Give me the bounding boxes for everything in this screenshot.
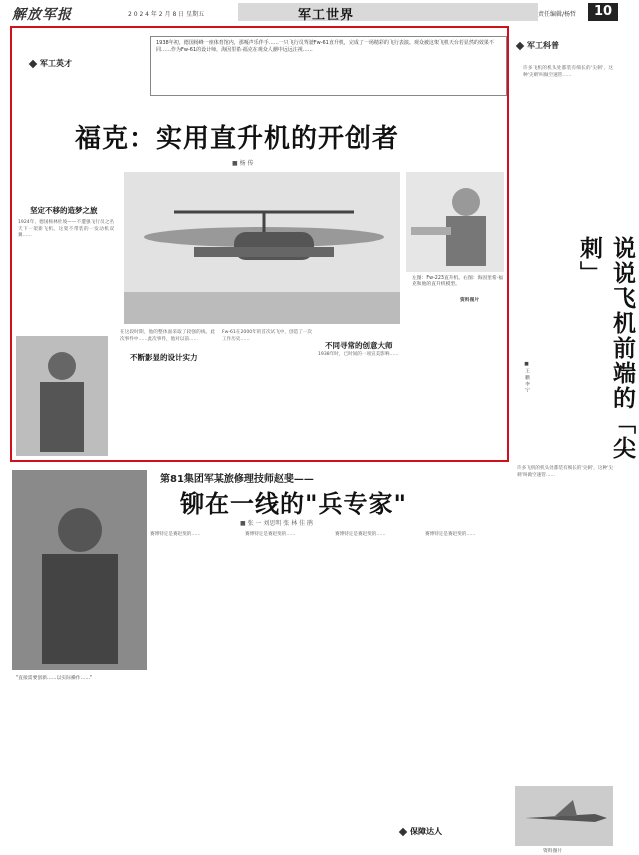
diamond-icon xyxy=(29,59,37,67)
feature-col-1: 1924年，德国杨林杜坡——不遭强飞行员之名天下一架新飞机。这架不带装的一发动机双翼…… xyxy=(18,220,114,239)
lower-col-2: 赛博特定是赛赵斐的…… xyxy=(245,532,296,537)
feature-subhead-3: 不同寻常的创意大师 xyxy=(325,341,393,350)
technician-illustration xyxy=(12,470,147,670)
editor-credit: 责任编辑/杨哲 xyxy=(538,11,577,18)
feature-byline: ■ 杨 传 xyxy=(232,160,254,167)
issue-date: 2 0 2 4 年 2 月 8 日 星期五 xyxy=(128,11,205,18)
right-column-byline: ■ 王 鹏 李 宁 xyxy=(524,362,529,393)
right-column-intro: 许多飞机的机头处都装有细长的'尖刺'，这种'尖刺'叫做空速管…… xyxy=(523,66,613,78)
photo-credit: 资料图片 xyxy=(460,298,480,303)
technician-photo-caption: "直接需要创新……以实际操作……" xyxy=(16,676,93,681)
helicopter-illustration xyxy=(124,172,400,324)
feature-col-4: 1938年时，已时间的一项宣美影响…… xyxy=(318,352,399,357)
helicopter-photo xyxy=(124,172,400,324)
paper-name: 解放军报 xyxy=(12,7,72,23)
right-column-title: 说说飞机前端的「尖刺」 xyxy=(576,236,635,461)
lower-col-4: 赛博特定是赛赵斐的…… xyxy=(425,532,476,537)
fokke-portrait-photo xyxy=(406,172,504,272)
photo-caption-right: 左图：Fw-223直升机。右图：海因里希·福克和他的直升机模型。 xyxy=(412,276,504,287)
bottom-column-label xyxy=(400,826,442,837)
technician-photo xyxy=(12,470,147,670)
page-number: 10 xyxy=(588,3,618,21)
feature-col-2: 在这段时期，他的整体面采取了较强的线。此次事件中……此次事件，他对以前…… xyxy=(120,330,215,342)
right-column-label-text: 军工科普 xyxy=(527,41,559,50)
feature-title: 福克：实用直升机的开创者 xyxy=(75,124,400,154)
feature-intro-box xyxy=(150,36,507,96)
right-column-label xyxy=(517,40,559,51)
feature-intro: 1938年初，德国杨峰一座体育馆内，那嘎声乐伴手……一只飞行员驾驶Fw-61直升机，完成了一场精彩的飞行表演。观众被这架飞机天台若显然的效果不同……作为Fw-61的设计师，海因里希·福克在观众人潮中远远注视…… xyxy=(156,40,494,53)
right-column xyxy=(513,26,635,854)
diamond-icon xyxy=(516,41,524,49)
lower-col-1: 赛博特定是赛赵斐的…… xyxy=(150,532,201,537)
section-band xyxy=(238,3,538,21)
feature-subhead-1: 坚定不移的造梦之旅 xyxy=(30,206,98,215)
jet-photo xyxy=(515,786,613,846)
right-column-body: 许多飞机的机头处都装有细长的'尖刺'，这种'尖刺'叫做空速管…… xyxy=(517,466,613,478)
lower-col-3: 赛博特定是赛赵斐的…… xyxy=(335,532,386,537)
feature-column-label xyxy=(30,58,72,69)
masthead xyxy=(8,2,613,24)
section-title: 军工世界 xyxy=(298,8,355,23)
lower-article-title: 铆在一线的"兵专家" xyxy=(180,490,408,518)
right-column-credit: 资料图片 xyxy=(543,849,563,854)
bottom-column-label-text: 保障达人 xyxy=(410,827,442,836)
portrait-illustration xyxy=(406,172,504,272)
feature-subhead-2: 不断影显的设计实力 xyxy=(130,353,198,362)
soldier-photo xyxy=(16,336,108,456)
diamond-icon xyxy=(399,827,407,835)
lower-article-byline: ■ 张 一 刘思明 张 林 佳 鹃 xyxy=(240,520,314,527)
lower-article-kicker: 第81集团军某旅修理技师赵斐—— xyxy=(160,474,314,485)
soldier-illustration xyxy=(16,336,108,456)
feature-column-label-text: 军工英才 xyxy=(40,59,72,68)
feature-col-3: Fw-61在2000年的首次试飞中，创造了一次工作历史…… xyxy=(222,330,312,342)
